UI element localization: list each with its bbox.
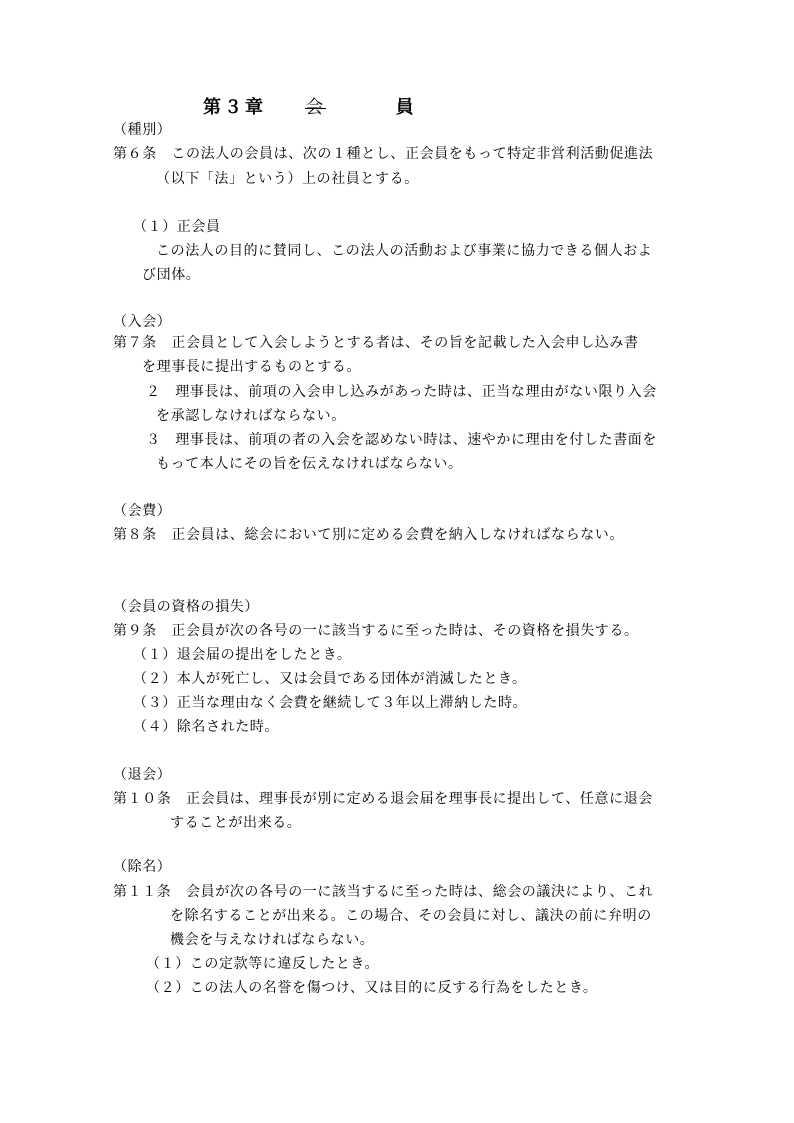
art6-line1: 第６条 この法人の会員は、次の１種とし、正会員をもって特定非営利活動促進法 bbox=[113, 146, 654, 162]
art11-heading: （除名） bbox=[113, 859, 172, 875]
art8-line1: 第８条 正会員は、総会において別に定める会費を納入しなければならない。 bbox=[113, 527, 624, 543]
art7-p2-line2: を承認しなければならない。 bbox=[156, 408, 346, 424]
art7-heading: （入会） bbox=[113, 314, 172, 330]
art9-item: （２）本人が死亡し、又は会員である団体が消滅したとき。 bbox=[133, 671, 527, 687]
art9-heading: （会員の資格の損失） bbox=[113, 599, 259, 615]
chapter-number: 第３章 bbox=[203, 97, 266, 118]
art11-line3: 機会を与えなければならない。 bbox=[170, 932, 375, 948]
art6-item-line2: び団体。 bbox=[142, 267, 201, 283]
art6-heading: （種別） bbox=[113, 122, 172, 138]
art9-item: （３）正当な理由なく会費を継続して３年以上滞納した時。 bbox=[133, 695, 528, 711]
art11-line1: 第１１条 会員が次の各号の一に該当するに至った時は、総会の議決により、これ bbox=[113, 884, 654, 900]
art7-line2: を理事長に提出するものとする。 bbox=[142, 359, 361, 375]
art11-line2: を除名することが出来る。この場合、その会員に対し、議決の前に弁明の bbox=[170, 908, 652, 924]
art11-item: （２）この法人の名誉を傷つけ、又は目的に反する行為をしたとき。 bbox=[146, 980, 598, 996]
art9-item: （４）除名された時。 bbox=[133, 719, 279, 735]
art7-p3-line2: もって本人にその旨を伝えなければならない。 bbox=[156, 456, 463, 472]
chapter-char: 員 bbox=[395, 97, 417, 118]
art11-item: （１）この定款等に違反したとき。 bbox=[146, 956, 380, 972]
art6-line2: （以下「法」という）上の社員とする。 bbox=[156, 171, 419, 187]
chapter-title bbox=[203, 97, 417, 119]
art10-heading: （退会） bbox=[113, 767, 172, 783]
art7-p3-line1: ３ 理事長は、前項の者の入会を認めない時は、速やかに理由を付した書面を bbox=[146, 432, 657, 448]
art10-line2: することが出来る。 bbox=[170, 815, 302, 831]
art9-line1: 第９条 正会員が次の各号の一に該当するに至った時は、その資格を損失する。 bbox=[113, 623, 639, 639]
art6-item-label: （１）正会員 bbox=[133, 219, 221, 235]
art7-line1: 第７条 正会員として入会しようとする者は、その旨を記載した入会申し込み書 bbox=[113, 335, 639, 351]
art8-heading: （会費） bbox=[113, 503, 172, 519]
art6-item-line1: この法人の目的に賛同し、この法人の活動および事業に協力できる個人およ bbox=[156, 243, 653, 259]
art10-line1: 第１０条 正会員は、理事長が別に定める退会届を理事長に提出して、任意に退会 bbox=[113, 791, 653, 807]
art9-item: （１）退会届の提出をしたとき。 bbox=[133, 647, 352, 663]
art7-p2-line1: ２ 理事長は、前項の入会申し込みがあった時は、正当な理由がない限り入会 bbox=[146, 384, 657, 400]
chapter-struck-char: 会 bbox=[305, 97, 327, 118]
